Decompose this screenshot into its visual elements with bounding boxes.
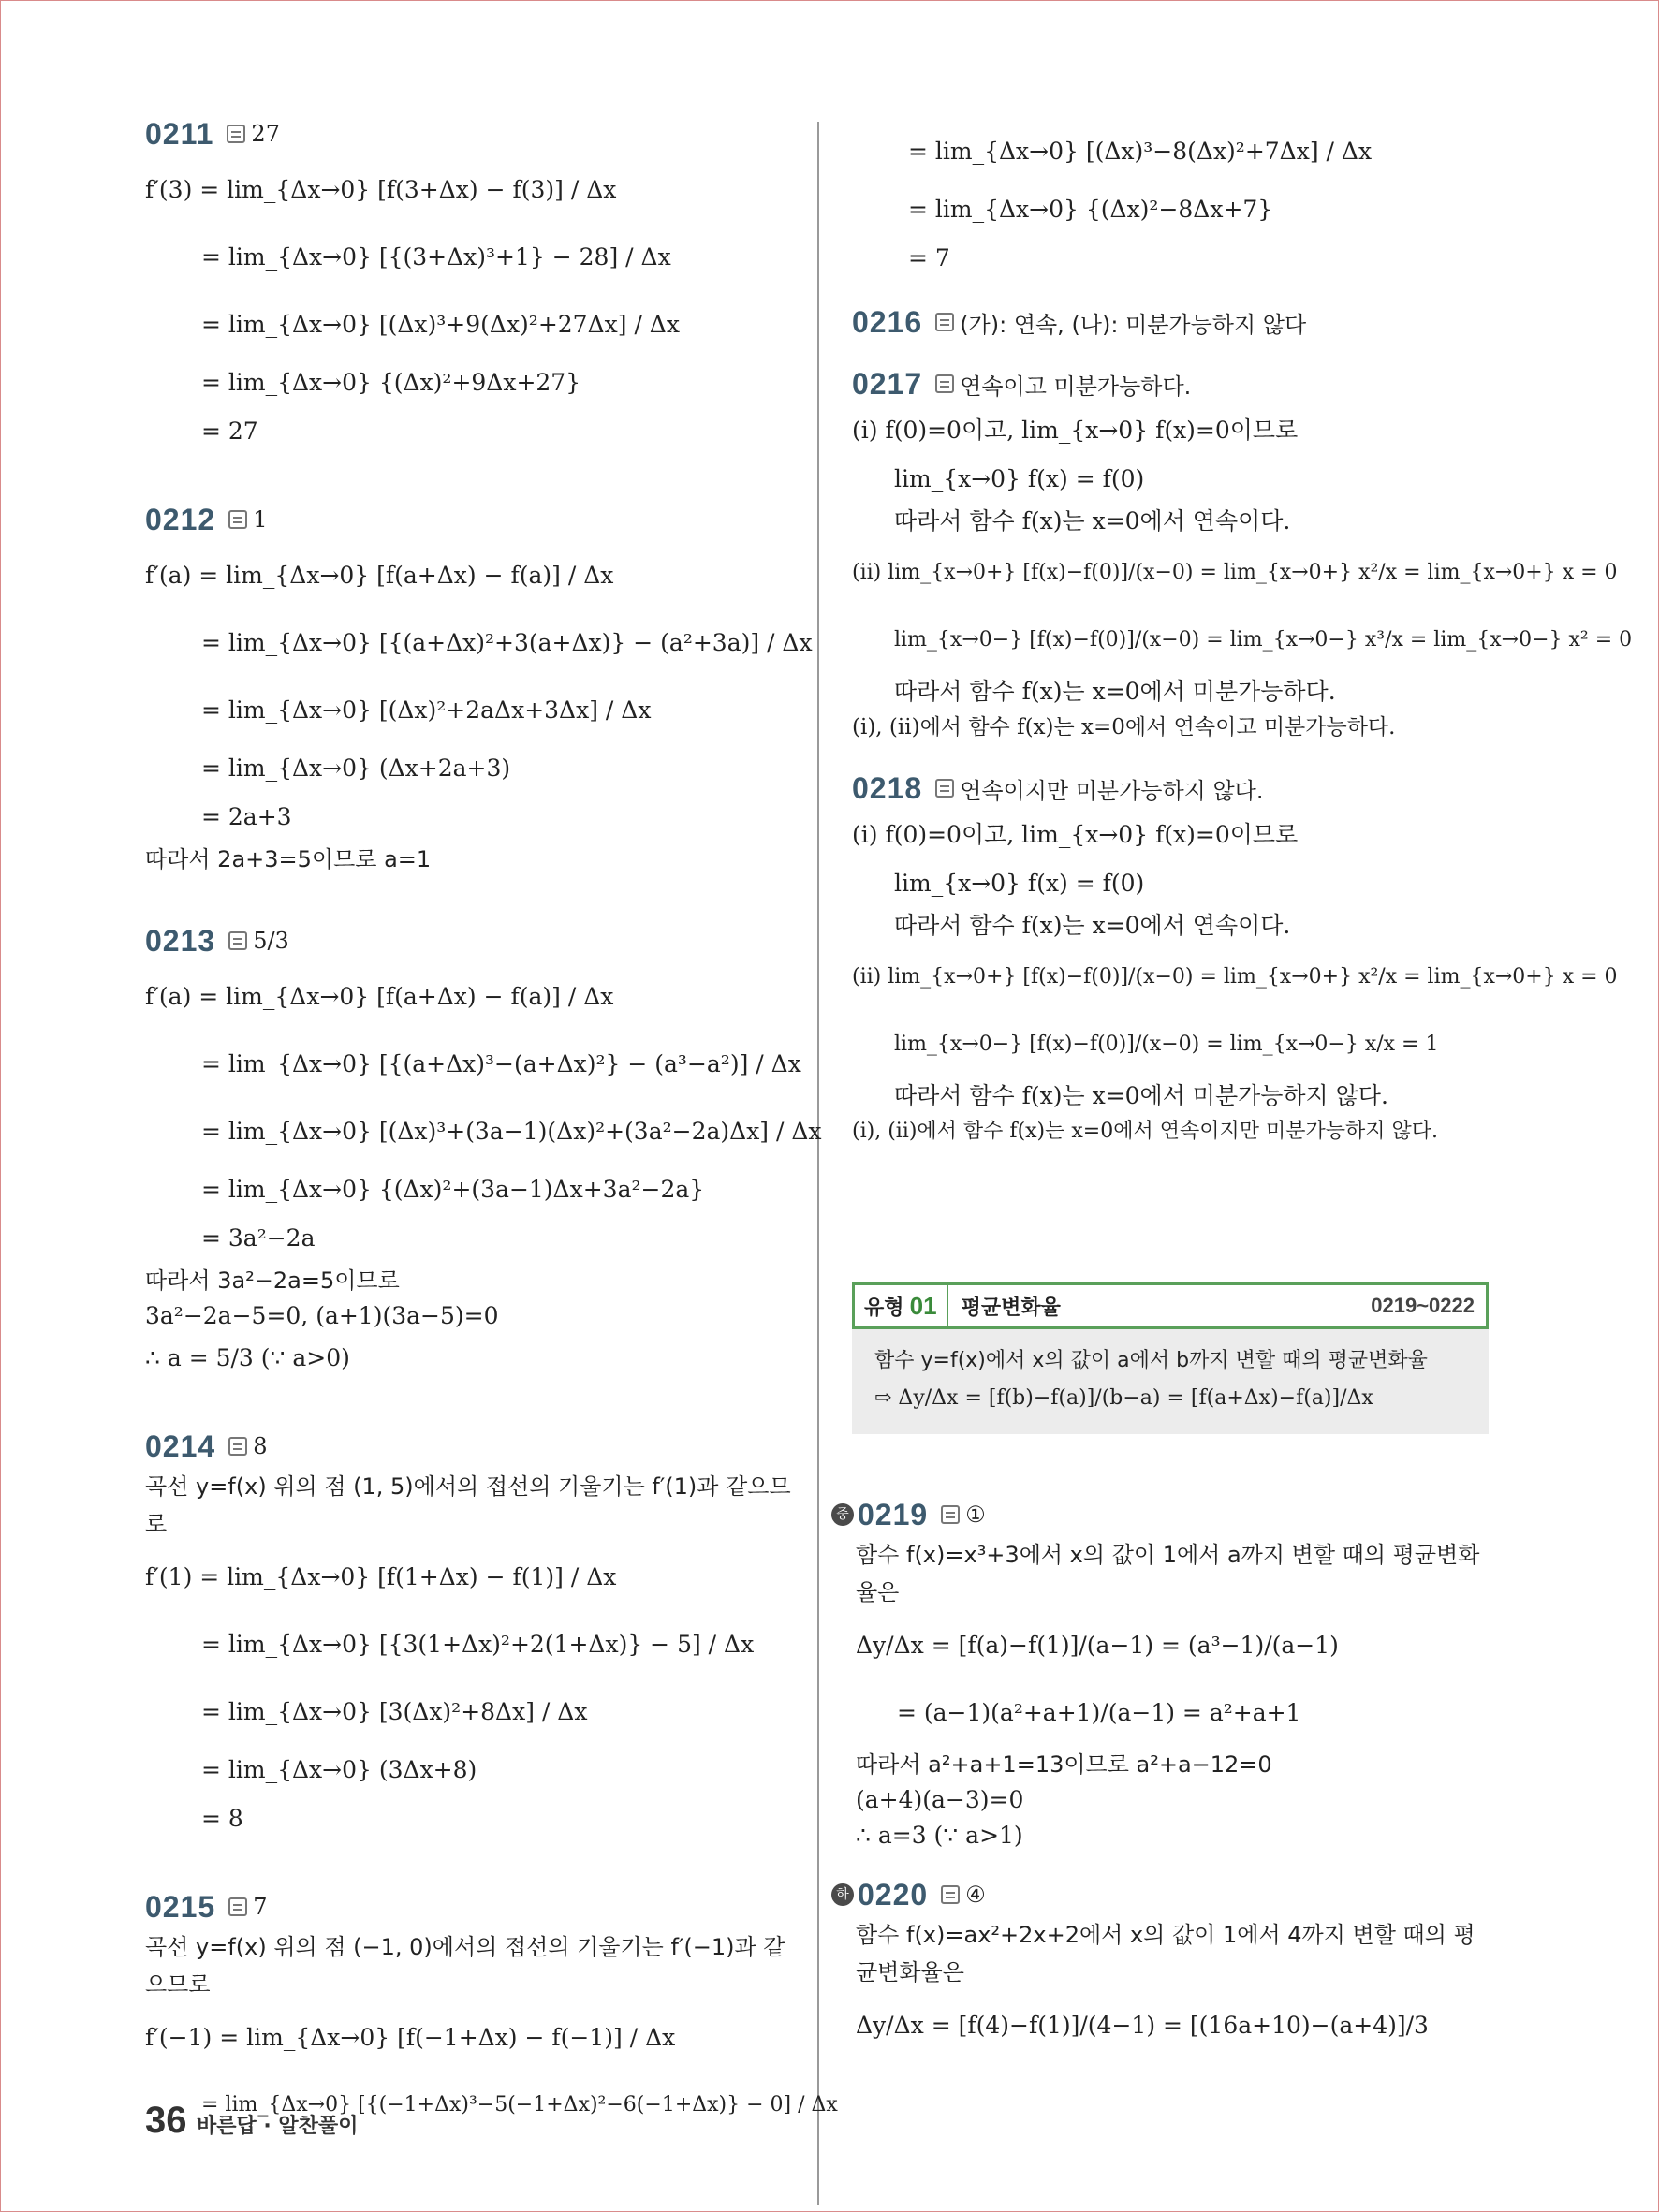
solution-line: (ⅰ), (ⅱ)에서 함수 f(x)는 x=0에서 연속이고 미분가능하다. — [852, 715, 1396, 740]
right-column — [852, 117, 1633, 1192]
solution-line: Δy/Δx = [f(a)−f(1)]/(a−1) = (a³−1)/(a−1) — [856, 1632, 1339, 1659]
solution-line: (ⅱ) lim_{x→0+} [f(x)−f(0)]/(x−0) = lim_{x→0+} x²/x = lim_{x→0+} x = 0 — [852, 965, 1618, 989]
solution-line: = lim_{Δx→0} [{(a+Δx)³−(a+Δx)²} − (a³−a²)] / Δx — [201, 1050, 801, 1077]
solution-line: (ⅰ), (ⅱ)에서 함수 f(x)는 x=0에서 연속이지만 미분가능하지 않다. — [852, 1120, 1438, 1143]
problem-0215-continued — [852, 119, 1498, 282]
problem-range: 0219~0222 — [1371, 1294, 1475, 1317]
solution-line: 3a²−2a−5=0, (a+1)(3a−5)=0 — [145, 1302, 499, 1329]
solution-line: Δy/Δx = [f(4)−f(1)]/(4−1) = [(16a+10)−(a+4)]/3 — [856, 2012, 1429, 2039]
solution-line: = lim_{Δx→0} [{(a+Δx)²+3(a+Δx)} − (a²+3a)] / Δx — [201, 629, 813, 656]
problem-0215 — [145, 1885, 838, 2138]
type-number: 01 — [909, 1291, 937, 1320]
solution-line: f′(a) = lim_{Δx→0} [f(a+Δx) − f(a)] / Δx — [145, 562, 614, 589]
answer-icon — [941, 1505, 960, 1524]
type-label — [855, 1292, 947, 1321]
problem-number: 0211 — [145, 116, 214, 151]
answer-value: 1 — [253, 506, 268, 533]
problem-intro: 곡선 y=f(x) 위의 점 (1, 5)에서의 접선의 기울기는 f′(1)과 같으므로 — [145, 1473, 791, 1537]
solution-line: f′(1) = lim_{Δx→0} [f(1+Δx) − f(1)] / Δx — [145, 1563, 617, 1590]
solution-line: 따라서 함수 f(x)는 x=0에서 연속이다. — [894, 912, 1291, 939]
solution-line: 따라서 3a²−2a=5이므로 — [145, 1267, 400, 1294]
footer-label: 바른답 · 알찬풀이 — [197, 2115, 359, 2138]
answer-icon — [228, 1897, 247, 1916]
type-title: 평균변화율 — [961, 1295, 1061, 1319]
solution-line: = 8 — [201, 1805, 243, 1832]
solution-line: = lim_{Δx→0} [3(Δx)²+8Δx] / Δx — [201, 1698, 588, 1725]
solution-line: f′(a) = lim_{Δx→0} [f(a+Δx) − f(a)] / Δx — [145, 983, 614, 1010]
problem-0219 — [831, 1493, 1496, 1853]
problem-intro: 함수 f(x)=x³+3에서 x의 값이 1에서 a까지 변할 때의 평균변화율은 — [856, 1542, 1480, 1605]
page-number: 36 — [145, 2100, 187, 2141]
solution-line: f′(3) = lim_{Δx→0} [f(3+Δx) − f(3)] / Δx — [145, 176, 617, 203]
solution-line: = lim_{Δx→0} [(Δx)³+9(Δx)²+27Δx] / Δx — [201, 311, 680, 338]
solution-line: = 3a²−2a — [201, 1224, 316, 1252]
answer-value: 8 — [253, 1433, 268, 1459]
type-box-header — [852, 1282, 1489, 1329]
type-formula: ⇨ Δy/Δx = [f(b)−f(a)]/(b−a) = [f(a+Δx)−f(a)]/Δx — [874, 1386, 1373, 1410]
solution-line: lim_{x→0} f(x) = f(0) — [894, 465, 1145, 492]
solution-line: 따라서 함수 f(x)는 x=0에서 미분가능하다. — [894, 678, 1336, 705]
answer-value: 27 — [251, 121, 280, 147]
solution-line: ∴ a=3 (∵ a>1) — [856, 1822, 1023, 1849]
solution-line: 따라서 함수 f(x)는 x=0에서 미분가능하지 않다. — [894, 1082, 1388, 1109]
problem-0216 — [852, 300, 1498, 344]
solution-line: = 27 — [201, 417, 258, 445]
problem-number: 0213 — [145, 923, 216, 958]
type-label-text: 유형 — [864, 1295, 904, 1319]
problem-0214 — [145, 1425, 800, 1842]
solution-line: (ⅱ) lim_{x→0+} [f(x)−f(0)]/(x−0) = lim_{x→0+} x²/x = lim_{x→0+} x = 0 — [852, 561, 1618, 584]
answer-value: ④ — [965, 1882, 986, 1908]
type-box — [852, 1282, 1489, 1434]
solution-line: = lim_{Δx→0} [(Δx)²+2aΔx+3Δx] / Δx — [201, 696, 652, 724]
solution-line: = 7 — [908, 244, 950, 271]
answer-value: 5/3 — [253, 928, 289, 954]
problem-0211 — [145, 112, 800, 455]
answer-icon — [935, 374, 954, 393]
problem-0213 — [145, 919, 822, 1382]
solution-line: = 2a+3 — [201, 803, 292, 830]
solution-line: lim_{x→0−} [f(x)−f(0)]/(x−0) = lim_{x→0−} x³/x = lim_{x→0−} x² = 0 — [894, 628, 1633, 652]
solution-line: = lim_{Δx→0} (Δx+2a+3) — [201, 754, 511, 782]
answer-icon — [935, 313, 954, 331]
problem-number: 0220 — [858, 1877, 929, 1912]
problem-number: 0217 — [852, 366, 923, 401]
problem-number: 0212 — [145, 502, 216, 536]
answer-value: 연속이지만 미분가능하지 않다. — [960, 777, 1264, 804]
problem-0212 — [145, 498, 813, 876]
solution-line: = lim_{Δx→0} {(Δx)²+9Δx+27} — [201, 369, 581, 396]
solution-line: = lim_{Δx→0} [{(3+Δx)³+1} − 28] / Δx — [201, 243, 671, 271]
problem-number: 0215 — [145, 1889, 216, 1924]
solution-line: = lim_{Δx→0} [(Δx)³−8(Δx)²+7Δx] / Δx — [908, 138, 1373, 165]
solution-line: f′(−1) = lim_{Δx→0} [f(−1+Δx) − f(−1)] / Δx — [145, 2024, 676, 2051]
difficulty-badge: 중 — [831, 1503, 854, 1526]
type-box-body — [852, 1329, 1489, 1434]
type-description: 함수 y=f(x)에서 x의 값이 a에서 b까지 변할 때의 평균변화율 — [874, 1349, 1428, 1372]
solution-line: (ⅰ) f(0)=0이고, lim_{x→0} f(x)=0이므로 — [852, 417, 1299, 444]
answer-value: (가): 연속, (나): 미분가능하지 않다 — [960, 311, 1307, 338]
answer-icon — [228, 931, 247, 950]
solution-line: = lim_{Δx→0} {(Δx)²+(3a−1)Δx+3a²−2a} — [201, 1176, 705, 1203]
problem-number: 0214 — [145, 1428, 216, 1463]
solution-line: = lim_{Δx→0} [{3(1+Δx)²+2(1+Δx)} − 5] / Δx — [201, 1631, 755, 1658]
answer-value: ① — [965, 1502, 986, 1528]
answer-icon — [228, 1437, 247, 1456]
answer-value: 7 — [253, 1894, 268, 1920]
solution-line: 따라서 2a+3=5이므로 a=1 — [145, 846, 432, 872]
right-column-lower — [831, 1493, 1496, 2102]
problem-number: 0219 — [858, 1497, 929, 1531]
left-column — [145, 112, 838, 2181]
solution-line: = lim_{Δx→0} [{(−1+Δx)³−5(−1+Δx)²−6(−1+Δx)} − 0] / Δx — [201, 2093, 838, 2117]
solution-line: = lim_{Δx→0} {(Δx)²−8Δx+7} — [908, 196, 1273, 223]
solution-line: = lim_{Δx→0} (3Δx+8) — [201, 1756, 477, 1783]
solution-line: lim_{x→0−} [f(x)−f(0)]/(x−0) = lim_{x→0−} x/x = 1 — [894, 1033, 1439, 1056]
solution-line: = (a−1)(a²+a+1)/(a−1) = a²+a+1 — [897, 1699, 1301, 1726]
difficulty-badge: 하 — [831, 1883, 854, 1906]
solution-line: 따라서 a²+a+1=13이므로 a²+a−12=0 — [856, 1751, 1272, 1778]
problem-intro: 곡선 y=f(x) 위의 점 (−1, 0)에서의 접선의 기울기는 f′(−1)과 같으므로 — [145, 1934, 785, 1998]
solution-line: (a+4)(a−3)=0 — [856, 1786, 1024, 1813]
problem-0218 — [852, 767, 1618, 1149]
problem-number: 0218 — [852, 770, 923, 805]
answer-icon — [941, 1885, 960, 1904]
solution-line: ∴ a = 5/3 (∵ a>0) — [145, 1344, 350, 1371]
answer-icon — [935, 779, 954, 798]
answer-value: 연속이고 미분가능하다. — [960, 373, 1192, 400]
problem-number: 0216 — [852, 304, 923, 339]
solution-line: 따라서 함수 f(x)는 x=0에서 연속이다. — [894, 507, 1291, 535]
solution-line: = lim_{Δx→0} [(Δx)³+(3a−1)(Δx)²+(3a²−2a)Δx] / Δx — [201, 1118, 822, 1145]
answer-icon — [228, 510, 247, 529]
problem-0220 — [831, 1873, 1496, 2058]
solution-line: lim_{x→0} f(x) = f(0) — [894, 870, 1145, 897]
solution-line: (ⅰ) f(0)=0이고, lim_{x→0} f(x)=0이므로 — [852, 821, 1299, 848]
problem-0217 — [852, 362, 1633, 744]
answer-icon — [227, 125, 245, 143]
problem-intro: 함수 f(x)=ax²+2x+2에서 x의 값이 1에서 4까지 변할 때의 평균변화율은 — [856, 1922, 1475, 1985]
